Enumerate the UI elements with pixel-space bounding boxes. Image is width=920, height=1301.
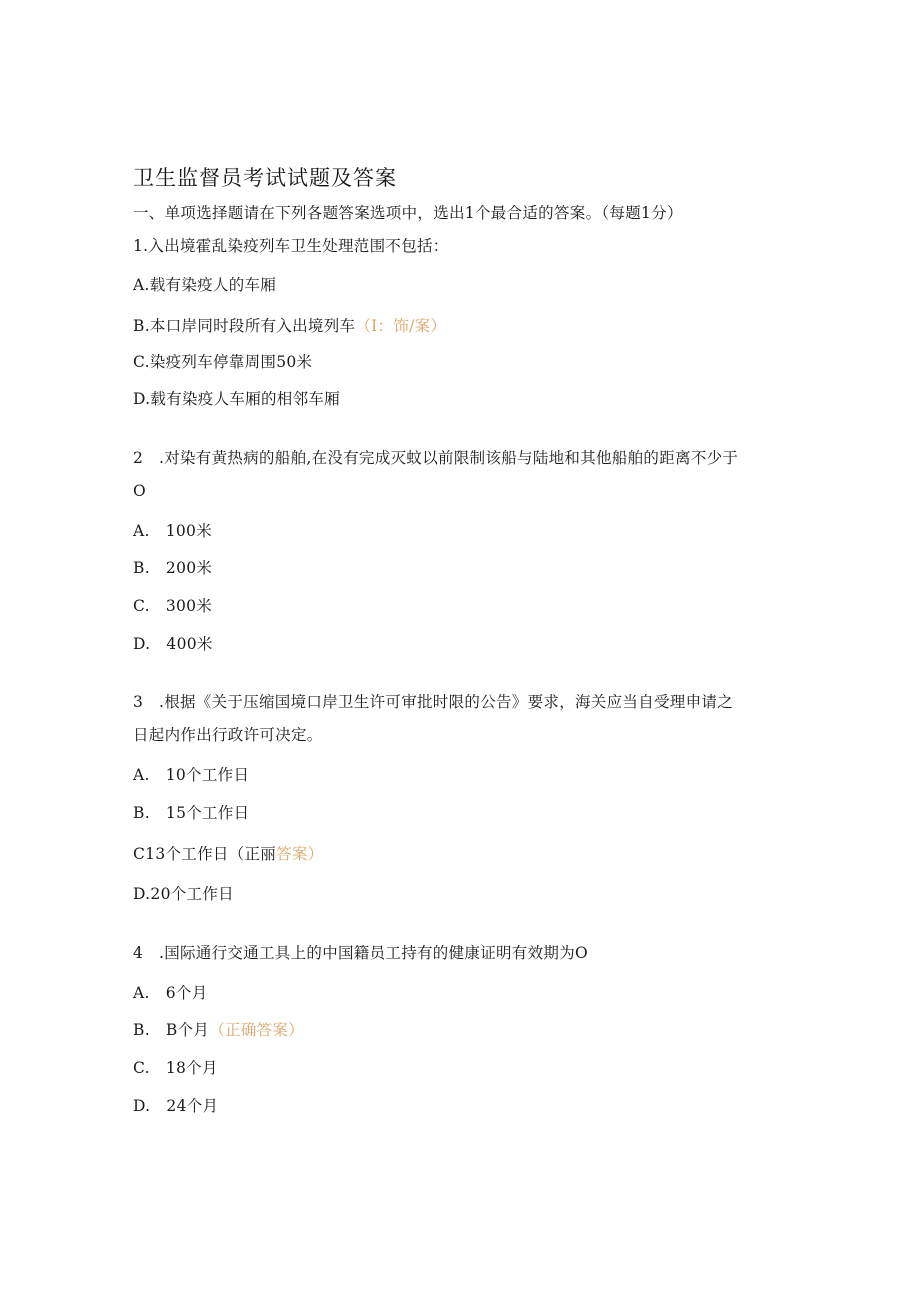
question-4-option-c <box>133 1058 218 1078</box>
question-2-option-c <box>133 596 212 616</box>
option-letter: A. <box>133 984 150 1002</box>
option-text: C.染疫列车停靠周围50米 <box>133 353 313 371</box>
page-title: 卫生监督员考试试题及答案 <box>133 166 397 190</box>
option-text: 300米 <box>165 597 213 615</box>
question-3-option-d <box>133 884 234 904</box>
question-1-stem: 1.入出境霍乱染疫列车卫生处理范围不包括： <box>133 237 449 255</box>
option-text: D.载有染疫人车厢的相邻车厢 <box>133 390 341 408</box>
question-2-stem-line2: O <box>133 482 147 500</box>
question-3-option-c <box>133 844 324 864</box>
question-4-option-d <box>133 1096 218 1116</box>
option-letter: B. <box>133 1021 150 1039</box>
option-text: 18个月 <box>165 1059 218 1077</box>
option-letter: B. <box>133 559 150 577</box>
question-3-stem-line1: 3 .根据《关于压缩国境口岸卫生许可审批时限的公告》要求，海关应当自受理申请之 <box>133 693 733 711</box>
question-2-stem-line1: 2 .对染有黄热病的船舶,在没有完成灭蚊以前限制该船与陆地和其他船舶的距离不少于 <box>133 449 739 467</box>
question-2-option-b <box>133 558 212 578</box>
question-1-option-c <box>133 352 312 372</box>
option-text: 400米 <box>166 635 213 653</box>
question-2-option-a <box>133 521 212 541</box>
answer-mark: 答案） <box>276 845 324 863</box>
option-text: 24个月 <box>166 1097 219 1115</box>
option-text: 6个月 <box>165 984 208 1002</box>
question-1-option-a <box>133 275 276 295</box>
question-3-stem-line2: 日起内作出行政许可决定。 <box>133 726 323 744</box>
option-text: B个月 <box>165 1021 210 1039</box>
option-text: 10个工作日 <box>165 766 250 784</box>
option-letter: A. <box>133 766 150 784</box>
answer-mark: （正确答案） <box>209 1021 305 1039</box>
question-4-option-b <box>133 1020 304 1040</box>
option-letter: B. <box>133 804 150 822</box>
question-1-option-b <box>133 316 446 336</box>
option-text: B.本口岸同时段所有入出境列车 <box>133 317 356 335</box>
option-text: 200米 <box>165 559 213 577</box>
section-heading: 一、单项选择题请在下列各题答案选项中，选出1个最合适的答案。（每题1分） <box>133 204 683 222</box>
option-letter: D. <box>133 635 151 653</box>
option-letter: D. <box>133 1097 151 1115</box>
option-text: 15个工作日 <box>165 804 250 822</box>
answer-mark: （I：饰/案） <box>355 317 447 335</box>
question-4-option-a <box>133 983 208 1003</box>
question-2-option-d <box>133 634 213 654</box>
option-text: A.载有染疫人的车厢 <box>133 276 277 294</box>
option-text: 100米 <box>165 522 213 540</box>
question-3-option-a <box>133 765 249 785</box>
question-3-option-b <box>133 803 249 823</box>
option-text: C13个工作日（正丽 <box>133 845 277 863</box>
option-text: D.20个工作日 <box>133 885 234 903</box>
question-4-stem: 4 .国际通行交通工具上的中国籍员工持有的健康证明有效期为O <box>133 944 588 962</box>
option-letter: A. <box>133 522 150 540</box>
question-1-option-d <box>133 389 340 409</box>
option-letter: C. <box>133 1059 150 1077</box>
option-letter: C. <box>133 597 150 615</box>
